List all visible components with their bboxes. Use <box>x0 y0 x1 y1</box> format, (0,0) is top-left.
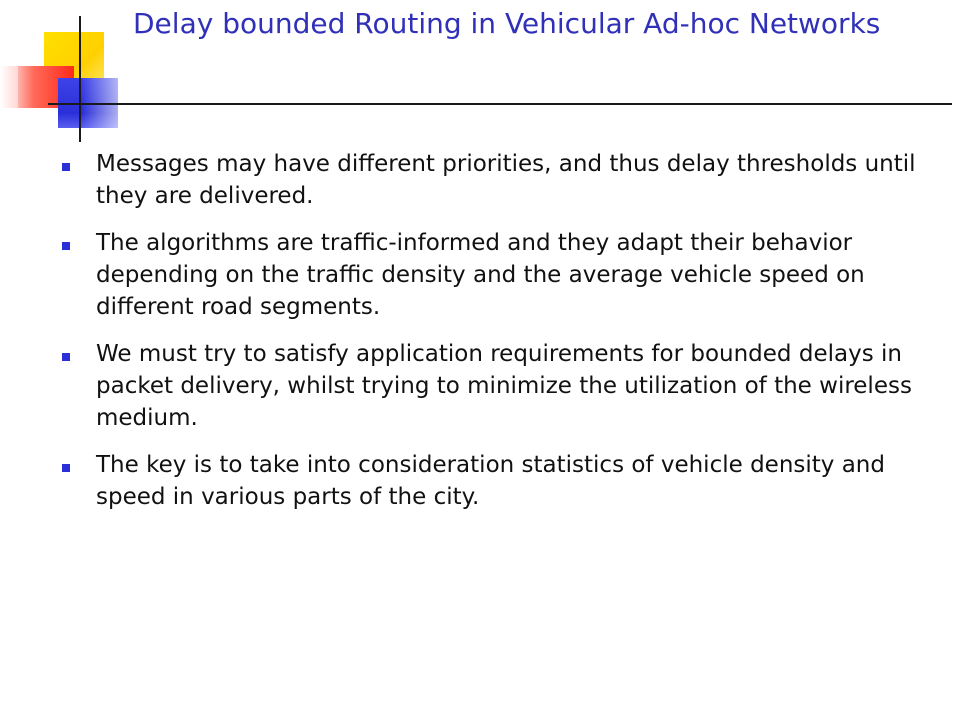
bullet-text: The key is to take into consideration statistics of vehicle density and speed in various parts of the city. <box>96 452 885 510</box>
bullet-list <box>60 148 920 528</box>
slide-title: Delay bounded Routing in Vehicular Ad-hoc Networks <box>133 7 881 40</box>
title-underline <box>132 103 952 105</box>
bullet-text: The algorithms are traffic-informed and they adapt their behavior depending on the traffic density and the average vehicle speed on different road segments. <box>96 230 865 320</box>
bullet-text: Messages may have different priorities, and thus delay thresholds until they are delivered. <box>96 151 916 209</box>
bullet-text: We must try to satisfy application requirements for bounded delays in packet delivery, whilst trying to minimize the utilization of the wireless medium. <box>96 341 912 431</box>
logo-vertical-line <box>79 16 81 142</box>
square-bullet-icon <box>62 464 70 472</box>
bullet-item <box>60 148 920 212</box>
square-bullet-icon <box>62 353 70 361</box>
logo-horizontal-line <box>48 103 134 105</box>
bullet-item <box>60 449 920 513</box>
bullet-item <box>60 227 920 323</box>
bullet-item <box>60 338 920 434</box>
logo-red-fade <box>0 66 18 108</box>
square-bullet-icon <box>62 242 70 250</box>
square-bullet-icon <box>62 163 70 171</box>
color-blocks-logo <box>0 0 140 140</box>
